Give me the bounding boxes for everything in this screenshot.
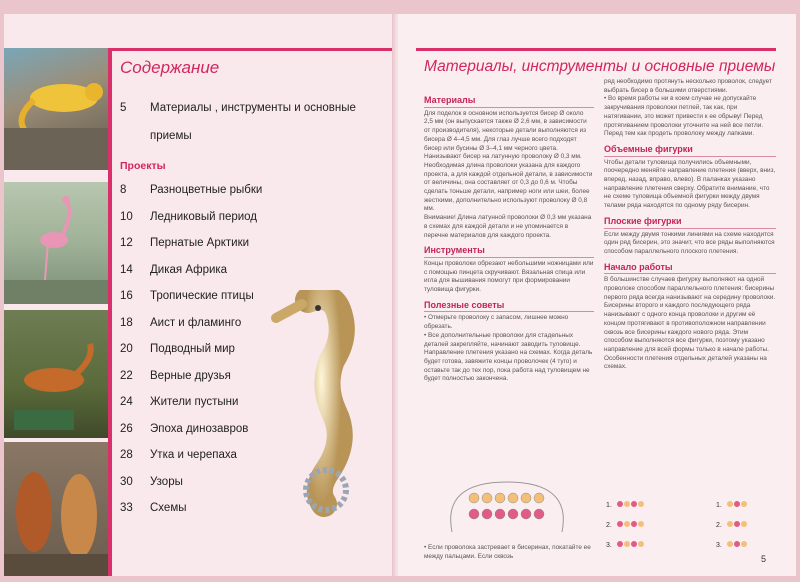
figure-step-label: 3.	[716, 542, 722, 549]
toc-entry[interactable]	[120, 184, 262, 196]
paragraph: Внимание! Длина латунной проволоки Ø 0,3 мм указана в схемах для каждой детали и не упоминается в перечне материалов для каждого проекта.	[424, 214, 592, 239]
figure-step-label: 1.	[716, 502, 722, 509]
paragraph: Нанизывают бисер на латунную проволоку Ø 0,3 мм. Необходимая длина проволоки указана для каждого проекта, а для каждой отдельной детали, в зависимости от величины, она составляет от 0,3 до 0,6 м. Чтобы сделать тоньше детали, например ноги или шеи, более жесткими, дополнительно используют проволоку Ø 0,8 мм.	[424, 153, 593, 213]
bead	[734, 501, 740, 507]
page-number: 5	[760, 554, 766, 564]
heading-start: Начало работы	[604, 263, 776, 275]
paragraph: В большинстве случаев фигурку выполняют на одной проволоке способом параллельного плетения: бисерины первого ряда всегда нанизывают на середину проволоки. Бисерины второго и каждого последующего ряда нанизывают с одного конца проволоки и другим её концом протягивают в противоположном направлении сквозь все бисерины каждого нового ряда. Этим способом выполняются все фигурки, поэтому указано направление для всей формы только в начале работы. Особенности плетения отдельных деталей указаны на схемах.	[604, 276, 776, 371]
paragraph: • Все дополнительные проволоки для стадельных деталей закрепляйте, начинают заводить туловище. Направление плетения указано на схемах. Когда деталь будет готова, завяжите концы проволочек (4 туго) и оставьте так до тех пор, пока работа над туловищем не будет полностью закончена.	[424, 331, 593, 383]
toc-entry[interactable]	[120, 264, 227, 276]
start-weaving-diagram	[604, 490, 774, 570]
photo-dinosaur	[4, 310, 108, 438]
figure-step-label: 3.	[606, 542, 612, 549]
bead	[617, 521, 623, 527]
bead	[727, 501, 733, 507]
bead	[469, 493, 479, 503]
bead	[624, 501, 630, 507]
toc-entry-label: Материалы , инструменты и основные	[150, 102, 356, 114]
toc-entry-number: 24	[120, 396, 133, 408]
bead	[469, 509, 479, 519]
toc-entry-label: Утка и черепаха	[150, 449, 237, 461]
paragraph: Если между двумя тонкими линиями на схеме находится один ряд бисерин, это значит, что все ряды выполняются способом параллельного плоского плетения.	[604, 230, 775, 255]
photo-flamingo	[4, 182, 108, 304]
bead	[638, 521, 644, 527]
toc-entry[interactable]	[120, 423, 248, 435]
figure-step-label: 2.	[716, 522, 722, 529]
bead	[508, 493, 518, 503]
left-accent-bar	[108, 48, 112, 576]
text-column-2	[604, 78, 776, 372]
toc-entry-number: 26	[120, 422, 133, 435]
toc-entry-number: 14	[120, 263, 133, 276]
toc-entry-label: Эпоха динозавров	[150, 422, 249, 435]
paragraph: Для поделок в основном используется бисер Ø около 2,5 мм (он выпускается также Ø 2,6 мм, в зависимости от производителя), некоторые детали выполняются из бисера Ø 4–4,5 мм. Для глаз лучше всего подходят бисер или бусины Ø 3–4,1 мм черного цвета.	[424, 109, 587, 152]
toc-entry-number: 18	[120, 316, 133, 329]
toc-entry-materials-cont	[150, 130, 192, 142]
toc-entry-number: 33	[120, 502, 133, 514]
toc-entry-number: 16	[120, 290, 133, 302]
toc-entry-label: Верные друзья	[150, 369, 231, 382]
bead	[495, 493, 505, 503]
bead	[482, 493, 492, 503]
toc-section-projects: Проекты	[120, 160, 166, 172]
toc-entry[interactable]	[120, 237, 249, 249]
bead	[617, 501, 623, 507]
toc-entry-label: Разноцветные рыбки	[150, 184, 263, 196]
paragraph: ряд необходимо протянуть несколько проволок, следует выбрать бисер в большими отверстиями.	[604, 78, 772, 94]
bead	[508, 509, 518, 519]
paragraph: • Во время работы ни в коем случае не допускайте закручивания проволоки петлей, так как, при натягивании, это может привести к ее обрыву! Перед протягиванием проволоки уточните на ней все петли. Перед тем как продеть проволоку между лапками.	[604, 95, 764, 138]
bead	[534, 493, 544, 503]
text-column-1	[424, 90, 594, 384]
toc-entry[interactable]	[120, 211, 257, 223]
toc-entry[interactable]	[120, 343, 235, 355]
bead	[638, 541, 644, 547]
right-page	[398, 14, 796, 576]
toc-entry-label: Узоры	[150, 475, 183, 488]
toc-entry-number: 20	[120, 343, 133, 355]
toc-entry-materials[interactable]	[120, 102, 356, 114]
bead	[624, 541, 630, 547]
toc-entry[interactable]	[120, 370, 231, 382]
bead	[624, 521, 630, 527]
toc-entry-label: Схемы	[150, 502, 187, 514]
toc-entry-number: 10	[120, 210, 133, 223]
bead	[741, 541, 747, 547]
toc-entry[interactable]	[120, 476, 183, 488]
right-title-rule	[416, 48, 776, 51]
toc-entry-number: 8	[120, 184, 127, 196]
toc-entry-number: 5	[120, 102, 127, 114]
toc-entry-label: Подводный мир	[150, 343, 235, 355]
toc-entry-label: Ледниковый период	[150, 210, 258, 223]
bead	[727, 541, 733, 547]
page-title: Материалы, инструменты и основные приемы	[424, 58, 776, 75]
bead	[631, 521, 637, 527]
toc-entry-label: приемы	[150, 130, 192, 142]
photo-animals	[4, 442, 108, 576]
photo-strip	[4, 48, 108, 576]
toc-entry-label: Аист и фламинго	[150, 316, 242, 329]
bead	[534, 509, 544, 519]
bead	[495, 509, 505, 519]
paragraph: Концы проволоки обрезают небольшими ножницами или с помощью пинцета скручивают. Вязальная спица или игла для вышивания помогут при формировании туловища фигурки.	[424, 259, 594, 294]
figure-step-label: 1.	[606, 502, 612, 509]
bead	[638, 501, 644, 507]
bead	[521, 509, 531, 519]
toc-entry-label: Тропические птицы	[150, 290, 254, 302]
toc-entry[interactable]	[120, 396, 238, 408]
bead	[734, 541, 740, 547]
toc-entry-number: 22	[120, 369, 133, 382]
figure-step-label: 2.	[606, 522, 612, 529]
bead	[482, 509, 492, 519]
heading-materials: Материалы	[424, 96, 594, 108]
bead	[734, 521, 740, 527]
toc-entry[interactable]	[120, 290, 254, 302]
heading-tools: Инструменты	[424, 246, 594, 258]
toc-entry-label: Пернатые Арктики	[150, 237, 250, 249]
photo-chameleon	[4, 48, 108, 170]
toc-entry[interactable]	[120, 502, 187, 514]
toc-entry[interactable]	[120, 449, 237, 461]
bead	[631, 501, 637, 507]
heading-flat-figures: Плоские фигурки	[604, 217, 776, 229]
bead	[521, 493, 531, 503]
left-title-rule	[112, 48, 396, 51]
toc-title: Содержание	[120, 58, 220, 77]
toc-entry-number: 30	[120, 475, 133, 488]
toc-entry-label: Дикая Африка	[150, 263, 228, 276]
toc-entry[interactable]	[120, 317, 241, 329]
toc-entry-number: 12	[120, 237, 133, 249]
heading-tips: Полезные советы	[424, 301, 594, 313]
bead-weaving-diagram	[432, 462, 582, 542]
paragraph: • Отмерьте проволоку с запасом, лишнее можно обрезать.	[424, 314, 569, 331]
bead	[741, 501, 747, 507]
heading-volume-figures: Объемные фигурки	[604, 145, 776, 157]
paragraph: Чтобы детали туловища получились объемными, поочередно меняйте направление плетения (вверх, вниз, вперед, назад, вправо, влево). В паланках указано направление плетения сверху. Обратите внимание, что не схеме туловища объемной фигурки между двумя телами ряда находятся по одному ряду бисерин.	[604, 158, 776, 210]
bead	[631, 541, 637, 547]
bead	[617, 541, 623, 547]
paragraph: • Если проволока застревает в бисеринах, покатайте ее между пальцами. Если сквозь	[424, 544, 591, 560]
text-column-1-end	[424, 544, 594, 561]
bead	[727, 521, 733, 527]
toc-entry-label: Жители пустыни	[150, 396, 239, 408]
bead	[741, 521, 747, 527]
seahorse-illustration	[262, 290, 402, 520]
toc-entry-number: 28	[120, 449, 133, 461]
